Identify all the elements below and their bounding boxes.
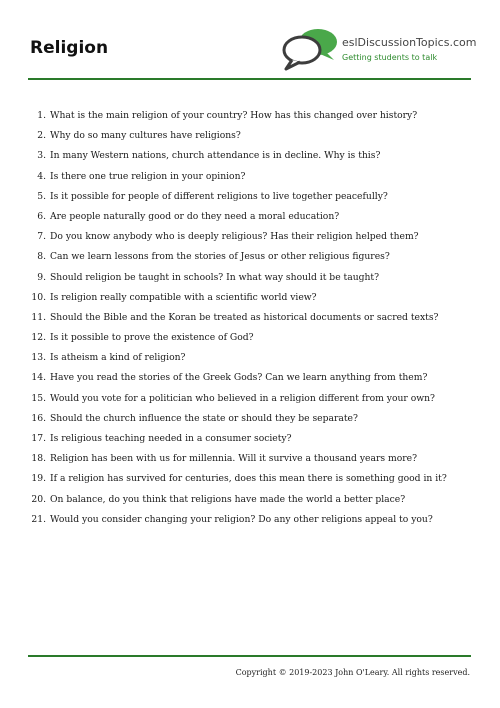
question-text: If a religion has survived for centuries, does this mean there is something good in it?	[50, 473, 447, 485]
question-item	[26, 348, 476, 368]
question-item	[26, 429, 476, 449]
page-title: Religion	[30, 38, 109, 58]
question-number: 16.	[31, 412, 46, 424]
question-number: 10.	[31, 291, 46, 303]
question-number: 15.	[31, 392, 46, 404]
question-text: Is it possible for people of different religions to live together peacefully?	[50, 190, 388, 202]
question-text: Is religion really compatible with a scientific world view?	[50, 291, 317, 303]
question-text: Should the church influence the state or should they be separate?	[50, 412, 358, 424]
question-item	[26, 167, 476, 187]
question-text: Religion has been with us for millennia. Will it survive a thousand years more?	[50, 453, 417, 465]
question-number: 13.	[31, 352, 46, 364]
question-item	[26, 389, 476, 409]
question-item	[26, 126, 476, 146]
question-item	[26, 328, 476, 348]
question-text: Should the Bible and the Koran be treated as historical documents or sacred texts?	[50, 311, 439, 323]
question-text: Should religion be taught in schools? In what way should it be taught?	[50, 271, 380, 283]
question-number: 1.	[37, 110, 46, 121]
question-item	[26, 469, 476, 489]
question-number: 20.	[31, 493, 46, 505]
question-item	[26, 268, 476, 288]
question-item	[26, 490, 476, 510]
question-text: Do you know anybody who is deeply religious? Has their religion helped them?	[50, 231, 419, 243]
copyright-notice: Copyright © 2019-2023 John O'Leary. All rights reserved.	[235, 668, 470, 677]
question-item	[26, 187, 476, 207]
question-number: 21.	[31, 513, 46, 525]
question-item	[26, 288, 476, 308]
question-number: 14.	[31, 372, 46, 384]
question-item	[26, 227, 476, 247]
question-text: In many Western nations, church attendance is in decline. Why is this?	[50, 150, 381, 162]
question-list	[26, 106, 476, 530]
question-item	[26, 409, 476, 429]
question-number: 17.	[31, 433, 46, 444]
question-text: Can we learn lessons from the stories of Jesus or other religious figures?	[50, 251, 390, 263]
question-number: 19.	[31, 473, 46, 485]
question-number: 11.	[31, 311, 46, 323]
question-item	[26, 308, 476, 328]
question-number: 4.	[37, 170, 46, 182]
question-text: Would you vote for a politician who believed in a religion different from your own?	[50, 392, 435, 404]
question-number: 6.	[37, 210, 46, 222]
question-text: What is the main religion of your country? How has this changed over history?	[50, 110, 418, 121]
question-text: Are people naturally good or do they need a moral education?	[50, 210, 340, 222]
question-text: Is there one true religion in your opinion?	[50, 170, 246, 182]
question-number: 5.	[37, 190, 46, 202]
site-logo	[280, 28, 480, 72]
question-item	[26, 368, 476, 388]
logo-tagline: Getting students to talk	[342, 53, 438, 62]
question-item	[26, 449, 476, 469]
logo-site-name: eslDiscussionTopics.com	[342, 36, 477, 49]
question-number: 9.	[37, 271, 46, 283]
question-item	[26, 510, 476, 530]
question-number: 18.	[31, 453, 46, 465]
question-item	[26, 207, 476, 227]
question-item	[26, 247, 476, 267]
header-divider	[28, 78, 471, 80]
question-text: On balance, do you think that religions have made the world a better place?	[50, 493, 406, 505]
speech-bubbles-icon	[280, 28, 340, 72]
question-number: 8.	[37, 251, 46, 263]
question-text: Would you consider changing your religion? Do any other religions appeal to you?	[50, 513, 433, 525]
question-number: 2.	[37, 130, 46, 142]
question-number: 3.	[37, 150, 46, 162]
question-text: Why do so many cultures have religions?	[50, 130, 241, 142]
question-number: 7.	[37, 231, 46, 243]
question-text: Have you read the stories of the Greek Gods? Can we learn anything from them?	[50, 372, 428, 384]
question-number: 12.	[31, 332, 46, 344]
question-item	[26, 106, 476, 126]
question-item	[26, 146, 476, 166]
footer-divider	[28, 655, 471, 657]
question-text: Is atheism a kind of religion?	[50, 352, 186, 364]
question-text: Is it possible to prove the existence of God?	[50, 332, 254, 344]
question-text: Is religious teaching needed in a consumer society?	[50, 433, 292, 444]
